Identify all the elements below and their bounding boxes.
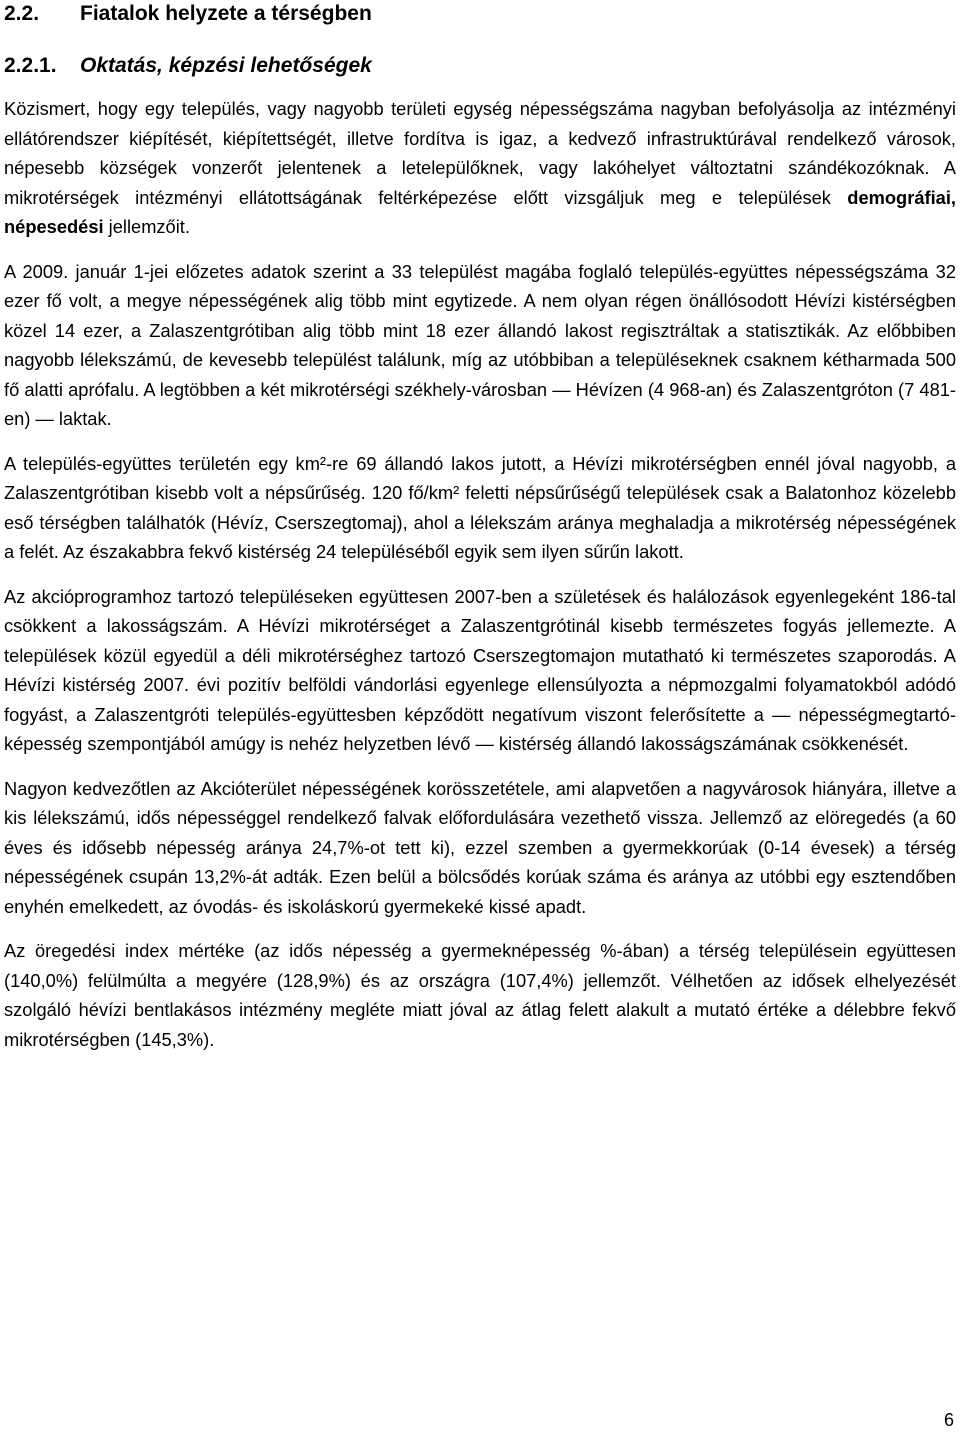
emphasis-text: demográfiai, népesedési [4, 186, 956, 237]
paragraph-3: A település-együttes területén egy km²-re 69 állandó lakos jutott, a Hévízi mikrotérségben ennél jóval nagyobb, a Zalaszentgrótiban kisebb volt a népsűrűség. 120 fő/km² feletti népsűrűségű települések csak a Balatonhoz közelebb eső térségben találhatók (Hévíz, Cserszegtomaj), ahol a lélekszám aránya meghaladja a mikrotérség népességének a felét. Az északabbra fekvő kistérség 24 településéből egyik sem ilyen sűrűn lakott. [4, 452, 956, 562]
subsection-heading [4, 54, 372, 78]
section-heading [4, 2, 372, 26]
paragraph-text: jellemzőit. [103, 216, 190, 237]
paragraph-4: Az akcióprogramhoz tartozó településeken együttesen 2007-ben a születések és halálozások egyenlegeként 186-tal csökkent a lakosságszám. A Hévízi mikrotérséget a Zalaszentgrótinál kisebb természetes fogyás jellemezte. A települések közül egyedül a déli mikrotérséghez tartozó Cserszegtomajon mutatható ki természetes szaporodás. A Hévízi kistérség 2007. évi pozitív belföldi vándorlási egyenlege ellensúlyozta a népmozgalmi folyamatokból adódó fogyást, a Zalaszentgróti település-együttesben képződött negatívum viszont felerősítette a — népességmegtartó-képesség szempontjából amúgy is nehéz helyzetben lévő — kistérség állandó lakosságszámának csökkenését. [4, 585, 956, 754]
paragraph-6: Az öregedési index mértéke (az idős népesség a gyermeknépesség %-ában) a térség településein együttesen (140,0%) felülmúlta a megyére (128,9%) és az országra (107,4%) jellemzőt. Vélhetően az idősek elhelyezését szolgáló hévízi bentlakásos intézmény megléte miatt jóval az átlag felett alakult a mutató értéke a délebbre fekvő mikrotérségben (145,3%). [4, 940, 956, 1050]
paragraph-2: A 2009. január 1-jei előzetes adatok szerint a 33 települést magába foglaló település-együttes népességszáma 32 ezer fő volt, a megye népességének alig több mint egytizede. A nem olyan régen önállósodott Hévízi kistérségben közel 14 ezer, a Zalaszentgrótiban alig több mint 18 ezer állandó lakost regisztráltak a statisztikák. Az előbbiben nagyobb lélekszámú, de kevesebb települést találunk, míg az utóbbiban a településeknek csaknem kétharmada 500 fő alatti aprófalu. A legtöbben a két mikrotérségi székhely-városban — Hévízen (4 968-an) és Zalaszentgróton (7 481-en) — laktak. [4, 260, 956, 429]
section-number: 2.2. [4, 2, 40, 25]
paragraph-5: Nagyon kedvezőtlen az Akcióterület népességének korösszetétele, ami alapvetően a nagyvárosok hiányára, illetve a kis lélekszámú, idős népességgel rendelkező falvak előfordulására vezethető vissza. Jellemző az elöregedés (a 60 éves és idősebb népesség aránya 24,7%-ot tett ki), ezzel szemben a gyermekkorúak (0-14 évesek) a térség népességének csupán 13,2%-át adták. Ezen belül a bölcsődés korúak száma és aránya az utóbbi egy esztendőben enyhén emelkedett, az óvodás- és iskoláskorú gyermekeké kissé apadt. [4, 777, 956, 917]
subsection-title: Oktatás, képzési lehetőségek [80, 54, 372, 77]
paragraph-text: Közismert, hogy egy település, vagy nagyobb területi egység népességszáma nagyban befolyásolja az intézményi ellátórendszer kiépítését, kiépítettségét, illetve fordítva is igaz, a kedvező infrastruktúrával rendelkező városok, népesebb községek vonzerőt jelentenek a letelepülőknek, vagy lakóhelyet változtatni szándékozóknak. A mikrotérségek intézményi ellátottságának feltérképezése előtt vizsgáljuk meg e települések [4, 98, 956, 208]
subsection-number: 2.2.1. [4, 54, 57, 77]
paragraph-1 [4, 94, 956, 242]
page-number: 6 [943, 1410, 954, 1430]
body-text [4, 94, 956, 1054]
section-title: Fiatalok helyzete a térségben [80, 2, 372, 25]
